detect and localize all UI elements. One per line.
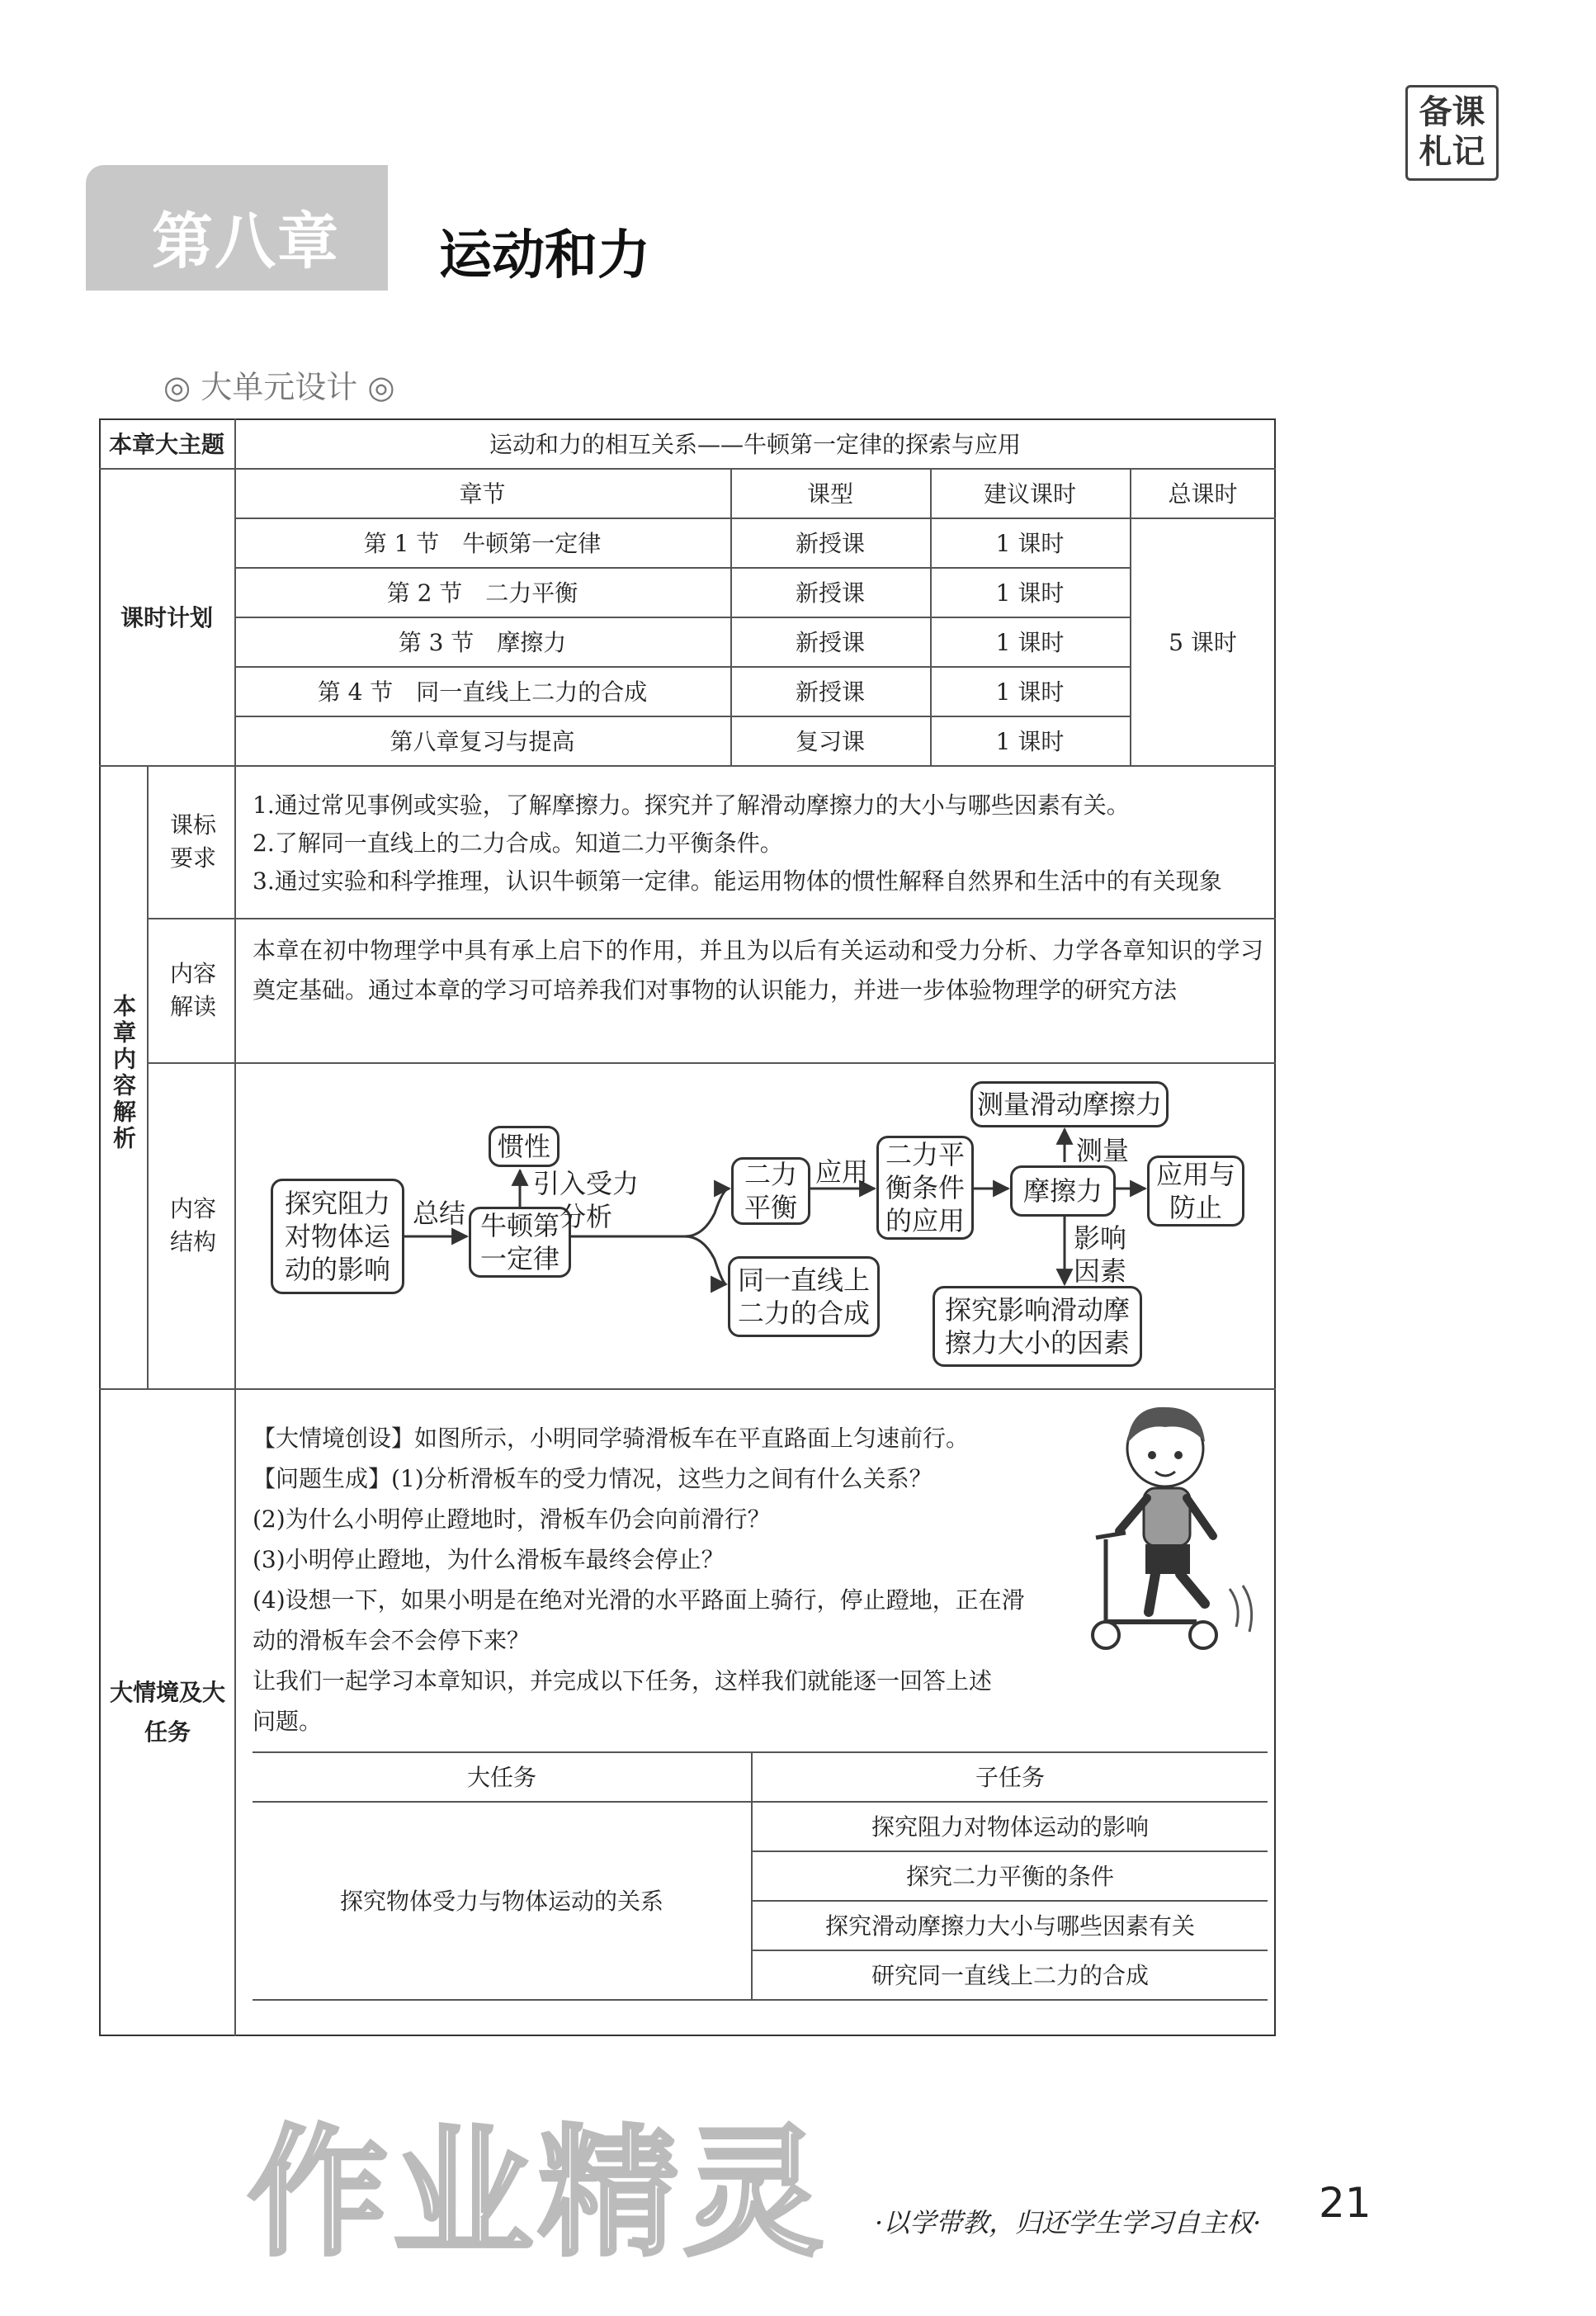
page-number: 21: [1319, 2179, 1372, 2227]
total-hours: 5 课时: [1169, 629, 1237, 656]
arrow-to-balance: [685, 1189, 730, 1236]
section-title: ◎ 大单元设计 ◎: [163, 369, 395, 405]
label-factors: 影响因素: [1073, 1222, 1126, 1287]
box-inertia: 惯性: [489, 1126, 560, 1167]
row-hours: 1 课时: [995, 579, 1065, 607]
scooter-boy-illustration: [1073, 1391, 1275, 1655]
theme-label: 本章大主题: [108, 431, 224, 458]
row-type: 复习课: [795, 728, 865, 755]
tasks-header-main: 大任务: [466, 1764, 536, 1791]
row-type: 新授课: [795, 629, 865, 656]
row-type: 新授课: [795, 579, 865, 607]
row-section: 第 3 节 摩擦力: [398, 629, 567, 656]
scenario-line: 让我们一起学习本章知识，并完成以下任务，这样我们就能逐一回答上述: [253, 1667, 993, 1694]
scenario-line: (4)设想一下，如果小明是在绝对光滑的水平路面上骑行，停止蹬地，正在滑: [253, 1586, 1025, 1614]
box-balance-condition: 二力平衡条件的应用: [876, 1136, 974, 1240]
standard-item: 1.通过常见事例或实验，了解摩擦力。探究并了解滑动摩擦力的大小与哪些因素有关。: [253, 792, 1130, 819]
header-hours: 建议课时: [983, 480, 1076, 508]
row-type: 新授课: [795, 678, 865, 706]
structure-label: 内容结构: [169, 1195, 216, 1255]
chapter-label: 第八章: [152, 206, 340, 277]
stamp-line1: 备课: [1419, 92, 1485, 131]
watermark: 作业精灵: [248, 2112, 829, 2276]
row-section: 第 4 节 同一直线上二力的合成: [317, 678, 648, 706]
label-measure: 测量: [1075, 1135, 1129, 1166]
tasks-rule: [253, 1999, 1268, 2001]
scenario-text: [253, 1418, 1103, 1742]
scenario-line: (3)小明停止蹬地，为什么滑板车最终会停止？: [253, 1546, 725, 1573]
sub-task: 探究滑动摩擦力大小与哪些因素有关: [824, 1912, 1195, 1940]
scenario-line: 动的滑板车会不会停下来？: [253, 1627, 531, 1654]
standard-item: 2.了解同一直线上的二力合成。知道二力平衡条件。: [253, 830, 783, 857]
row-type: 新授课: [795, 530, 865, 557]
row-section: 第 1 节 牛顿第一定律: [363, 530, 602, 557]
label-apply: 应用: [815, 1156, 868, 1188]
standard-item: 3.通过实验和科学推理，认识牛顿第一定律。能运用物体的惯性解释自然界和生活中的有关现象: [253, 867, 1222, 895]
header-type: 课型: [806, 480, 853, 508]
box-explore-resistance: 探究阻力对物体运动的影响: [271, 1179, 404, 1294]
main-task: 探究物体受力与物体运动的关系: [339, 1888, 663, 1915]
scenario-line: (2)为什么小明停止蹬地时，滑板车仍会向前滑行？: [253, 1505, 771, 1533]
reading-label: 内容解读: [169, 960, 216, 1020]
label-introduce: 引入受力分析: [532, 1168, 639, 1232]
footer-motto: ·以学带教，归还学生学习自主权·: [875, 2207, 1262, 2238]
scenario-line: 问题。: [253, 1708, 323, 1735]
standards-label: 课标要求: [169, 811, 216, 872]
scenario-line: 【大情境创设】如图所示，小明同学骑滑板车在平直路面上匀速前行。: [253, 1425, 970, 1452]
tasks-header-sub: 子任务: [975, 1764, 1045, 1791]
box-same-line: 同一直线上二力的合成: [728, 1256, 880, 1337]
header-total: 总课时: [1168, 480, 1238, 508]
box-friction: 摩擦力: [1010, 1165, 1116, 1217]
row-hours: 1 课时: [995, 678, 1065, 706]
row-section: 第八章复习与提高: [390, 728, 575, 755]
row-hours: 1 课时: [995, 530, 1065, 557]
scenario-label: 大情境及大任务: [109, 1679, 225, 1746]
theme-value: 运动和力的相互关系——牛顿第一定律的探索与应用: [489, 431, 1021, 458]
box-measure-friction: 测量滑动摩擦力: [970, 1081, 1169, 1127]
row-hours: 1 课时: [995, 728, 1065, 755]
arrow-to-same-line: [685, 1236, 726, 1284]
stamp-line2: 札记: [1419, 132, 1485, 171]
schedule-label: 课时计划: [120, 604, 213, 631]
analysis-label: 本章内容解析: [110, 994, 137, 1152]
row-hours: 1 课时: [995, 629, 1065, 656]
reading-text: 本章在初中物理学中具有承上启下的作用，并且为以后有关运动和受力分析、力学各章知识的学习奠定基础。通过本章的学习可培养我们对事物的认识能力，并进一步体验物理学的研究方法: [253, 937, 1263, 1004]
sub-task: 探究二力平衡的条件: [905, 1863, 1114, 1890]
scenario-line: 【问题生成】(1)分析滑板车的受力情况，这些力之间有什么关系？: [253, 1465, 933, 1492]
sub-task: 探究阻力对物体运动的影响: [871, 1813, 1149, 1841]
label-summary: 总结: [412, 1198, 465, 1229]
chapter-title: 运动和力: [439, 225, 650, 286]
box-apply-prevent: 应用与防止: [1147, 1156, 1244, 1227]
box-newton-law: 牛顿第一定律: [469, 1207, 571, 1278]
row-section: 第 2 节 二力平衡: [386, 579, 578, 607]
box-explore-factors: 探究影响滑动摩擦力大小的因素: [933, 1286, 1142, 1367]
box-balance: 二力平衡: [731, 1157, 810, 1225]
header-section: 章节: [459, 480, 506, 508]
sub-task: 研究同一直线上二力的合成: [871, 1962, 1149, 1989]
